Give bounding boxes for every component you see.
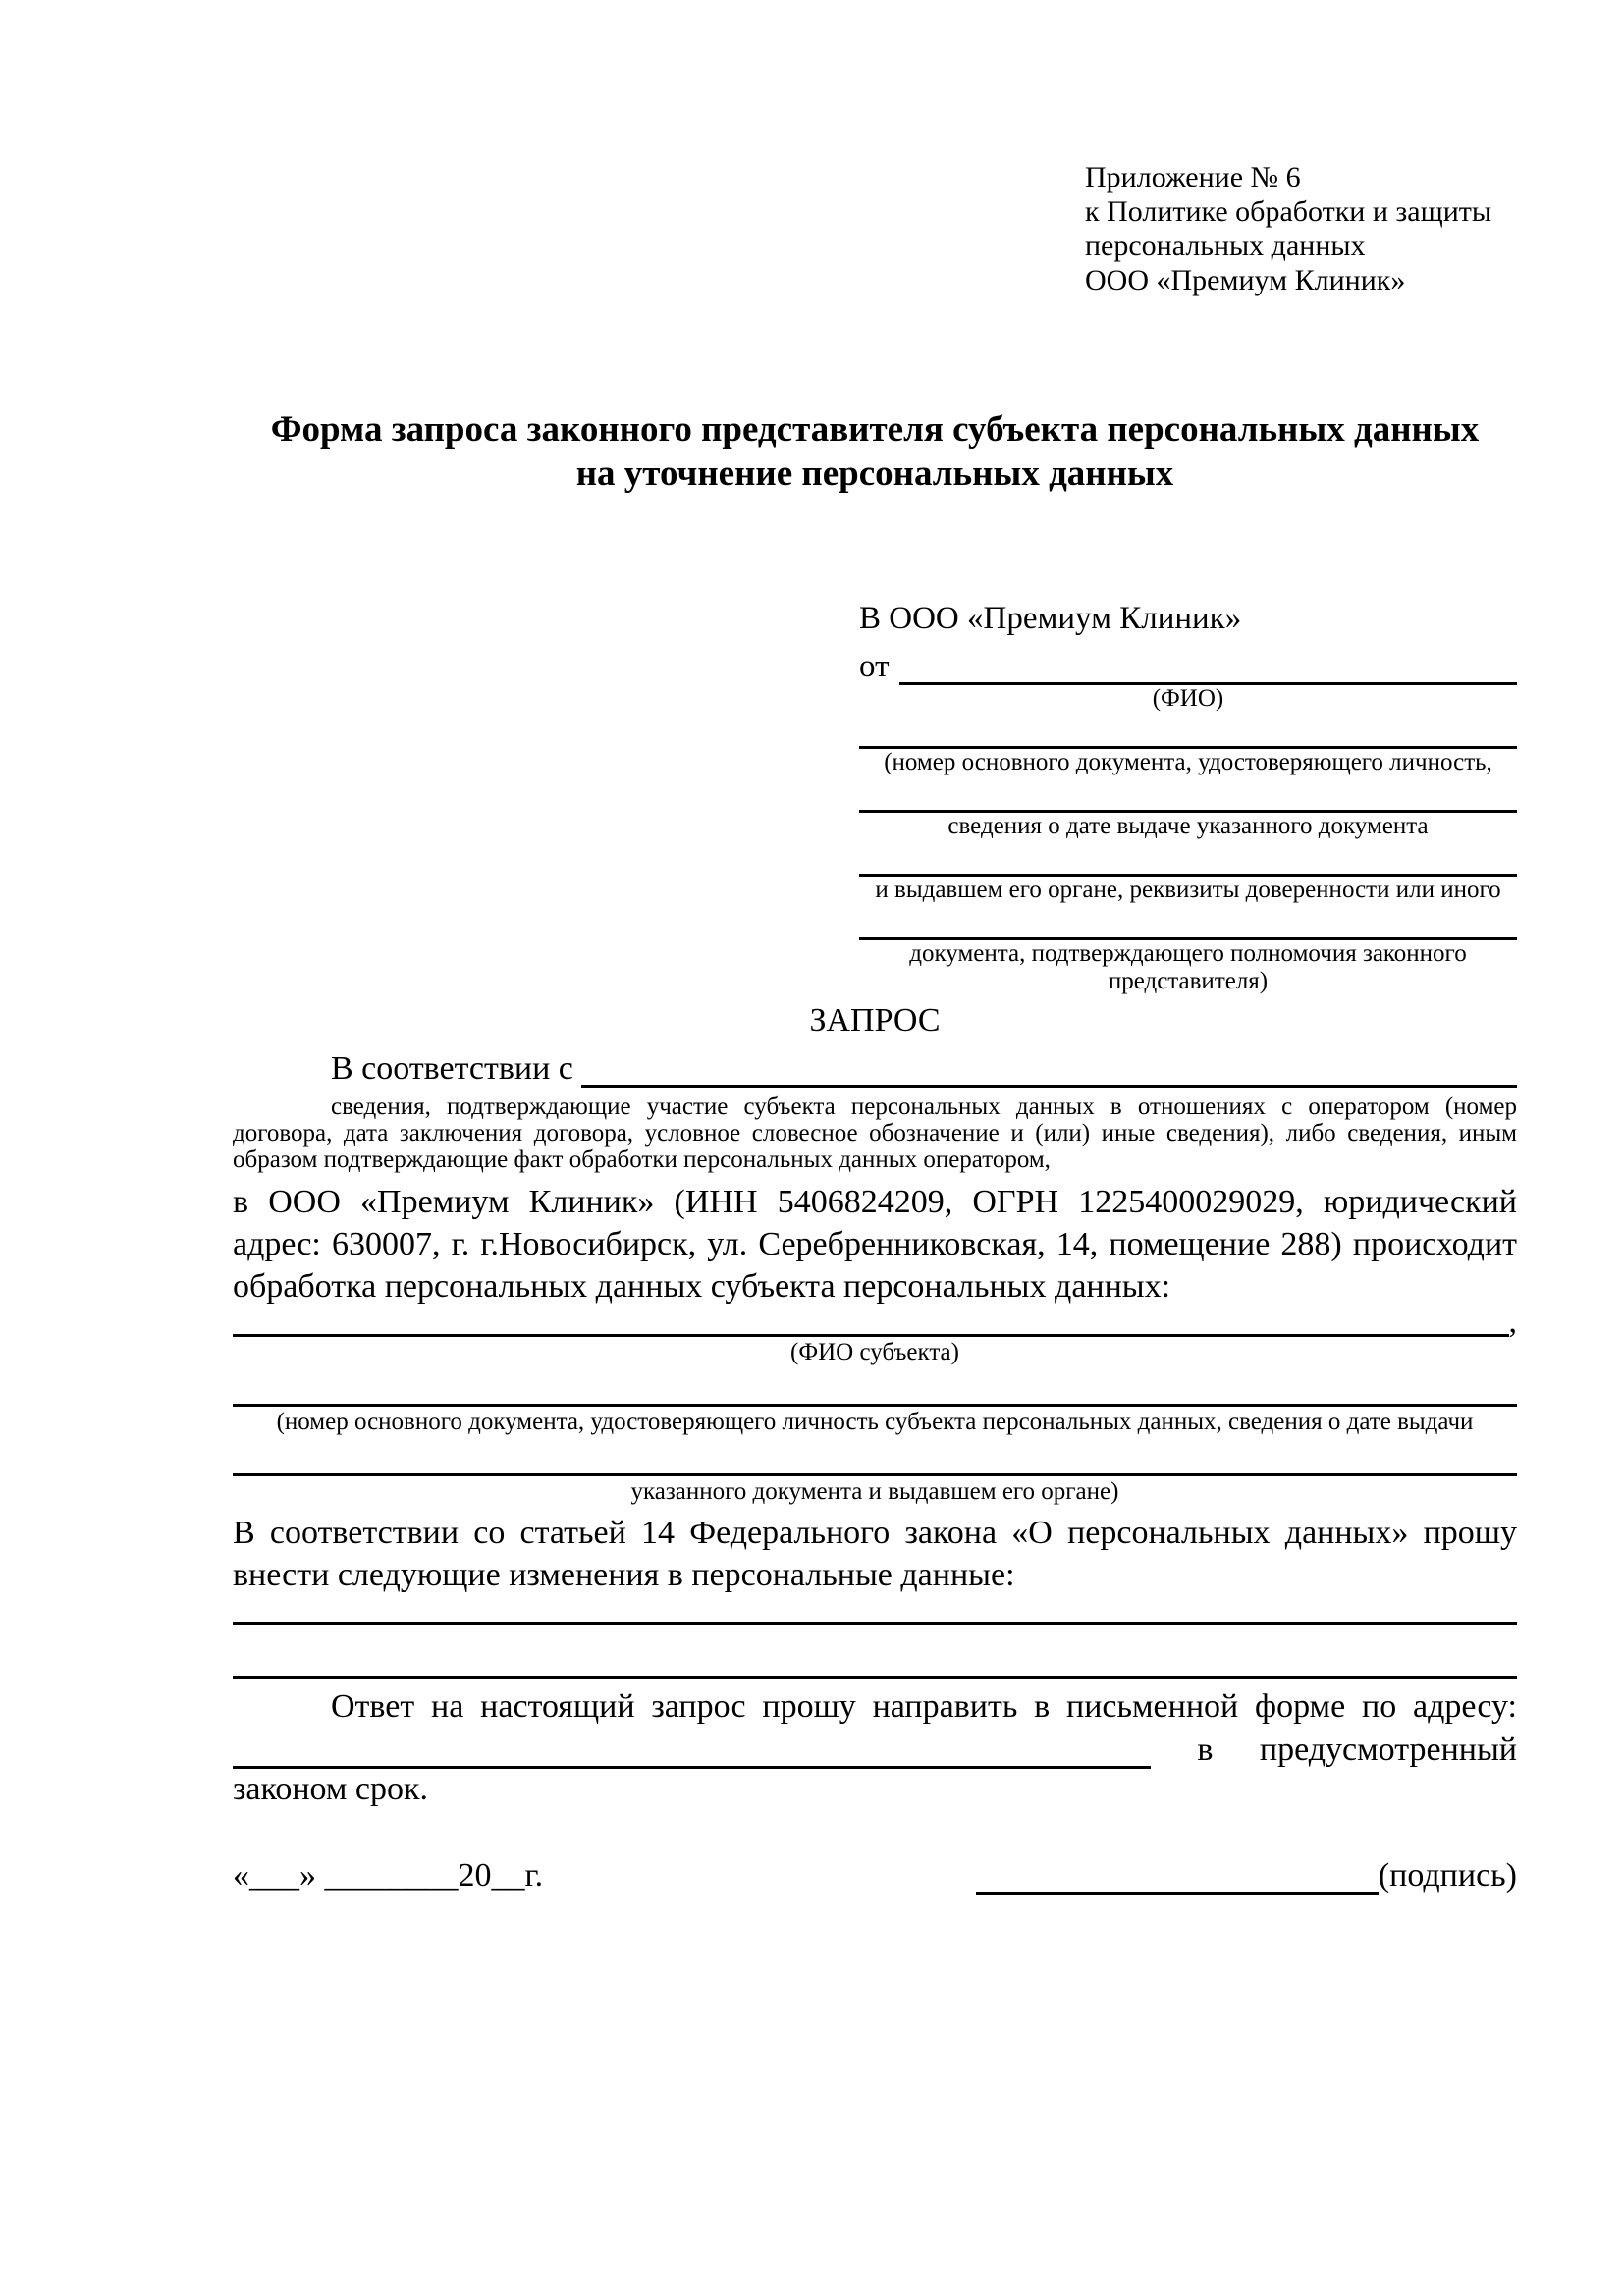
appendix-note (1085, 160, 1517, 297)
changes-line-1 (233, 1596, 1517, 1625)
addressee-organization: В ООО «Премиум Клиник» (859, 601, 1242, 636)
representative-doc-number-line (859, 715, 1517, 749)
basis-line (581, 1045, 1517, 1088)
request-heading: ЗАПРОС (809, 1002, 941, 1039)
authority-doc-line (859, 906, 1517, 940)
reply-word-v: в (1197, 1732, 1214, 1768)
from-row (859, 650, 1517, 685)
subject-doc-caption-1: (номер основного документа, удостоверяющего личность субъекта персональных данных, сведения о дате выдачи (276, 1409, 1474, 1435)
date-placeholder: «___» ________20__г. (233, 1857, 544, 1894)
appendix-line: ООО «Премиум Клиник» (1085, 264, 1406, 296)
document-title (233, 407, 1517, 496)
subject-doc-issuer-line (233, 1438, 1517, 1476)
appendix-line: к Политике обработки и защиты (1085, 195, 1492, 228)
reply-address-row (233, 1728, 1517, 1769)
document-title-line: Форма запроса законного представителя субъекта персональных данных (270, 409, 1480, 450)
basis-prefix: В соответствии с (331, 1050, 573, 1087)
signature-row (233, 1849, 1517, 1895)
doc-issuer-line (859, 842, 1517, 877)
from-label: от (859, 649, 890, 684)
appendix-line: персональных данных (1085, 230, 1366, 262)
issuer-caption: и выдавшем его органе, реквизиты доверенности или иного (875, 877, 1501, 903)
reply-paragraph: Ответ на настоящий запрос прошу направить в письменной форме по адресу: (331, 1688, 1517, 1725)
amendment-paragraph: В соответствии со статьей 14 Федерального закона «О персональных данных» прошу внести следующие изменения в персональные данные: (233, 1515, 1517, 1593)
fio-caption: (ФИО) (1152, 685, 1224, 712)
changes-line-2 (233, 1625, 1517, 1679)
subject-doc-line (233, 1368, 1517, 1407)
subject-fio-line (233, 1305, 1509, 1337)
representative-fio-line (899, 647, 1518, 685)
addressee-block (859, 599, 1517, 994)
signature-caption: (подпись) (1378, 1857, 1517, 1894)
reply-end: законом срок. (233, 1771, 428, 1807)
basis-caption: сведения, подтверждающие участие субъекта персональных данных в отношениях с оператором (номер договора, дата заключения договора, условное словесное обозначение и (или) иные сведения), либо сведения, иным образом подтверждающие факт обработки персональных данных оператором, (233, 1094, 1517, 1173)
subject-fio-caption: (ФИО субъекта) (790, 1339, 959, 1365)
issue-date-caption: сведения о дате выдаче указанного документа (947, 813, 1429, 839)
trailing-comma: , (1508, 1304, 1517, 1340)
reply-address-line (233, 1725, 1151, 1769)
appendix-line: Приложение № 6 (1085, 161, 1301, 193)
doc-number-caption: (номер основного документа, удостоверяющего личность, (884, 749, 1492, 775)
signature-line (976, 1892, 1379, 1895)
operator-paragraph: в ООО «Премиум Клиник» (ИНН 5406824209, ОГРН 1225400029029, юридический адрес: 630007, г. г.Новосибирск, ул. Серебренниковская, 14, помещение 288) происходит обработка персональных данных субъекта персональных данных: (233, 1184, 1517, 1305)
reply-word-predusmotrennyj: предусмотренный (1259, 1732, 1517, 1768)
basis-row (233, 1048, 1517, 1088)
subject-doc-caption-2: указанного документа и выдавшем его органе) (630, 1478, 1119, 1505)
authority-caption: документа, подтверждающего полномочия законного представителя) (909, 940, 1467, 994)
doc-issue-date-line (859, 778, 1517, 813)
document-title-line: на уточнение персональных данных (575, 454, 1174, 494)
subject-fio-row (233, 1304, 1517, 1340)
signature-group (976, 1857, 1517, 1895)
